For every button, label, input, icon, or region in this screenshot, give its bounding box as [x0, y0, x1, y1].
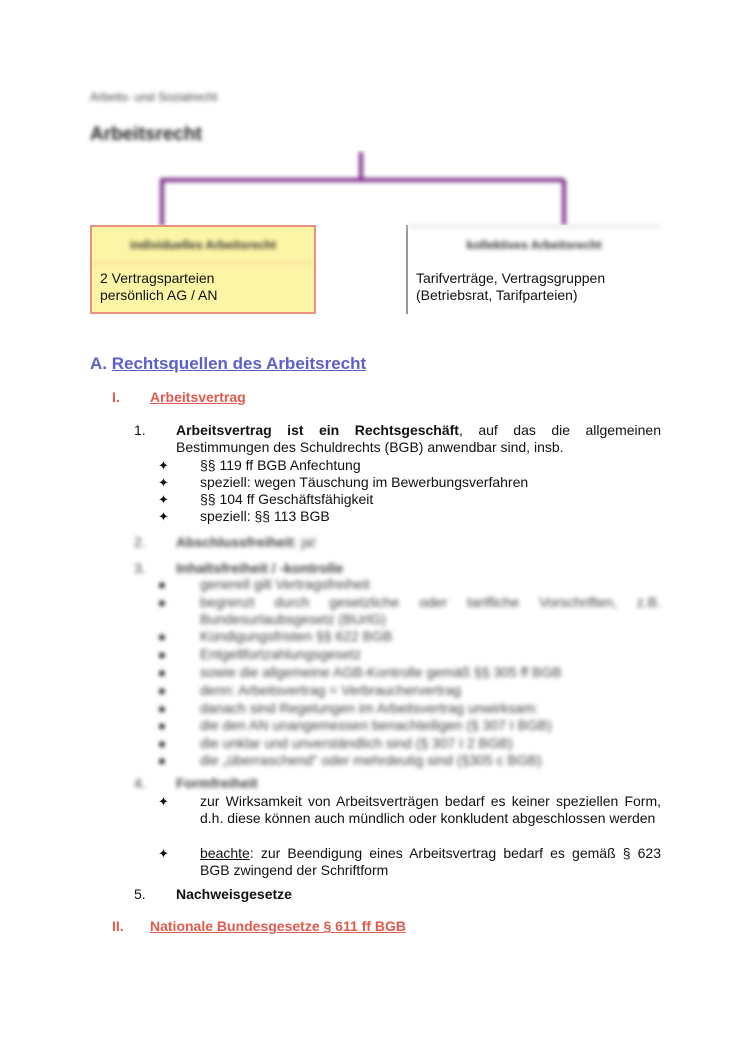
list-item: speziell: §§ 113 BGB	[200, 508, 330, 524]
item-2-rest: : ja!	[293, 534, 317, 550]
bullet-dot-icon: ●	[158, 753, 166, 768]
subsection-title: Nationale Bundesgesetze § 611 ff BGB	[150, 918, 406, 934]
item-number: 3.	[134, 560, 146, 576]
list-item: die „überraschend“ oder mehrdeutig sind (§305 c BGB)	[200, 752, 542, 768]
note-rest: : zur Beendigung eines Arbeitsvertrag bedarf es gemäß § 623 BGB zwingend der Schriftform	[200, 845, 661, 878]
subsection-title: Arbeitsvertrag	[150, 389, 246, 405]
item-3-heading	[176, 560, 661, 577]
list-item: Kündigungsfristen §§ 622 BGB	[200, 628, 393, 644]
section-heading-a	[90, 354, 366, 374]
item-number: 2.	[134, 534, 146, 550]
item-4-heading	[176, 775, 661, 792]
box-individual-labor-law	[90, 225, 316, 314]
list-item: sowie die allgemeine AGB-Kontrolle gemäß §§ 305 ff BGB	[200, 664, 562, 680]
bullet-star-icon: ✦	[158, 846, 169, 861]
item-4-bold: Formfreiheit	[176, 775, 258, 791]
list-item: zur Wirksamkeit von Arbeitsverträgen bedarf es keiner speziellen Form, d.h. diese können auch mündlich oder konkludent abgeschlossen werden	[200, 793, 661, 826]
bullet-dot-icon: ●	[158, 665, 166, 680]
box-right-heading: kollektives Arbeitsrecht	[408, 225, 660, 264]
list-item: denn: Arbeitsvertrag = Verbrauchervertrag	[200, 682, 462, 698]
box-right-line1: Tarifverträge, Vertragsgruppen	[416, 270, 606, 286]
list-item: danach sind Regelungen im Arbeitsvertrag unwirksam:	[200, 700, 539, 716]
bullet-dot-icon: ●	[158, 683, 166, 698]
list-item: §§ 119 ff BGB Anfechtung	[200, 457, 361, 473]
subsection-heading-1	[112, 389, 246, 405]
item-2-text	[176, 534, 661, 551]
box-right-line2: (Betriebsrat, Tarifparteien)	[416, 287, 578, 303]
item-1-rest: , auf das die allgemeinen Bestimmungen des Schuldrechts (BGB) anwendbar sind, insb.	[176, 422, 661, 455]
roman-numeral: II.	[112, 918, 124, 934]
bullet-star-icon: ✦	[158, 458, 169, 473]
note-keyword: beachte	[200, 845, 250, 861]
item-5-text	[176, 886, 661, 903]
item-5-bold: Nachweisgesetze	[176, 886, 292, 902]
list-item	[200, 845, 661, 879]
document-subject: Arbeits- und Sozialrecht	[90, 90, 218, 104]
list-item: begrenzt durch gesetzliche oder tarifliche Vorschriften, z.B. Bundesurlaubsgesetz (BUrlG)	[200, 594, 661, 627]
item-number: 1.	[134, 422, 146, 438]
box-left-line1: 2 Vertragsparteien	[100, 270, 215, 286]
bullet-star-icon: ✦	[158, 794, 169, 809]
box-left-line2: persönlich AG / AN	[100, 287, 218, 303]
box-collective-labor-law	[406, 225, 660, 314]
bullet-dot-icon: ●	[158, 718, 166, 733]
bullet-dot-icon: ●	[158, 701, 166, 716]
list-item: generell gilt Vertragsfreiheit	[200, 576, 370, 592]
item-2-bold: Abschlussfreiheit	[176, 534, 294, 550]
bullet-star-icon: ✦	[158, 509, 169, 524]
bullet-star-icon: ✦	[158, 492, 169, 507]
page-title: Arbeitsrecht	[90, 124, 202, 145]
section-title: Rechtsquellen des Arbeitsrecht	[111, 354, 367, 373]
box-left-heading: individuelles Arbeitsrecht	[92, 227, 314, 264]
item-number: 4.	[134, 775, 146, 791]
item-3-bold: Inhaltsfreiheit / -kontrolle	[176, 560, 344, 576]
roman-numeral: I.	[112, 389, 120, 405]
section-letter: A.	[90, 354, 107, 373]
bullet-star-icon: ✦	[158, 475, 169, 490]
connector-lines	[0, 150, 750, 230]
bullet-dot-icon: ●	[158, 647, 166, 662]
bullet-dot-icon: ●	[158, 577, 166, 592]
item-1-text	[176, 422, 661, 456]
list-item: die unklar und unverständlich sind (§ 307 I 2 BGB)	[200, 735, 513, 751]
list-item: die den AN unangemessen benachteiligen (§ 307 I BGB)	[200, 717, 552, 733]
bullet-dot-icon: ●	[158, 736, 166, 751]
list-item: Entgeltfortzahlungsgesetz	[200, 646, 362, 662]
bullet-dot-icon: ●	[158, 629, 166, 644]
bullet-dot-icon: ●	[158, 595, 166, 610]
list-item: §§ 104 ff Geschäftsfähigkeit	[200, 491, 374, 507]
item-1-bold: Arbeitsvertrag ist ein Rechtsgeschäft	[176, 422, 459, 438]
item-number: 5.	[134, 886, 146, 902]
list-item: speziell: wegen Täuschung im Bewerbungsverfahren	[200, 474, 529, 490]
org-diagram	[0, 150, 750, 320]
subsection-heading-2	[112, 918, 406, 934]
